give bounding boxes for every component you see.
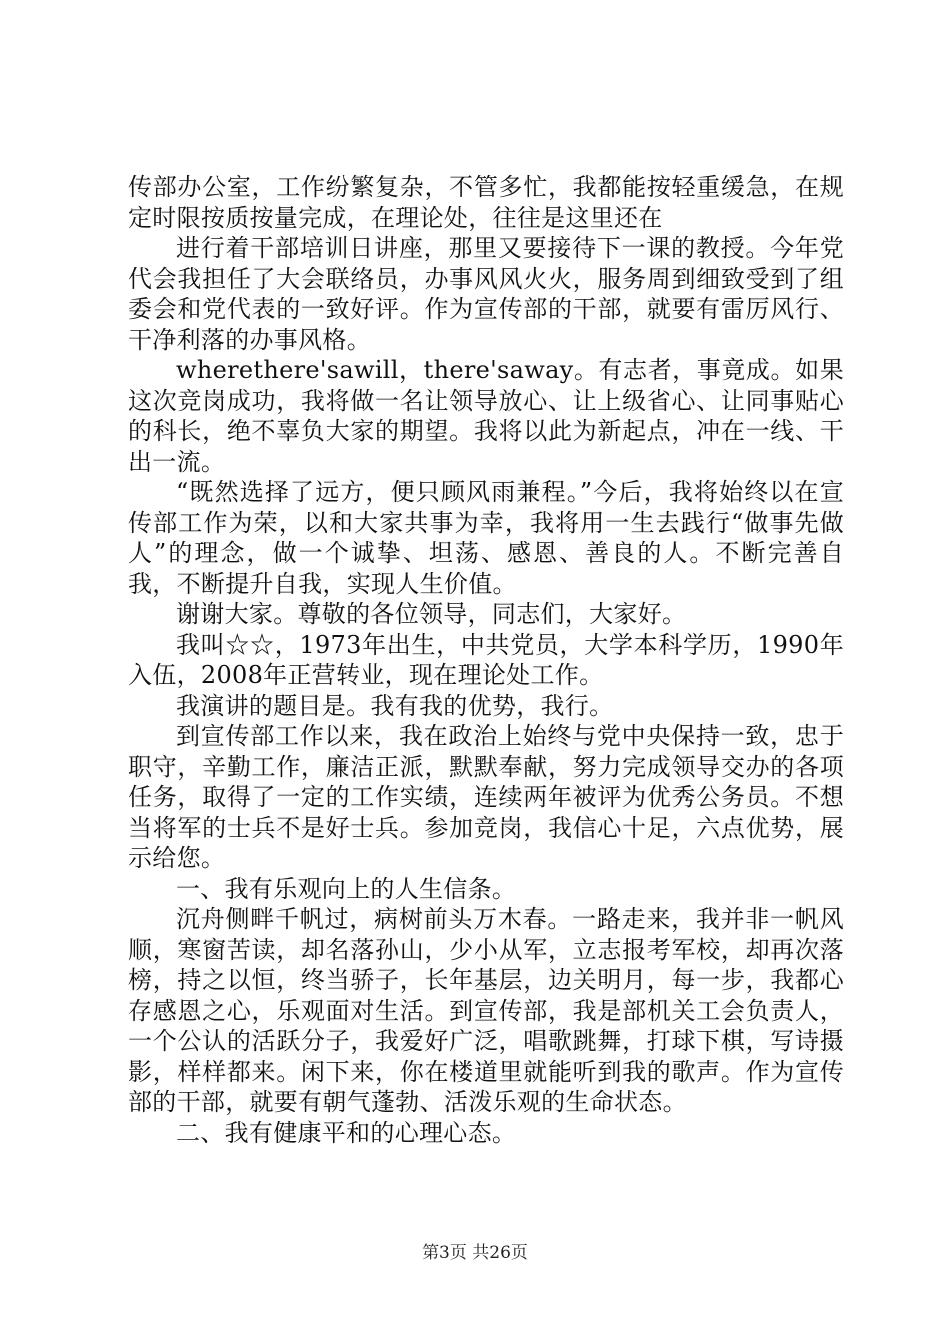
- paragraph-1: 传部办公室，工作纷繁复杂，不管多忙，我都能按轻重缓急，在规定时限按质按量完成，在理论处，往往是这里还在: [128, 173, 844, 232]
- paragraph-2: 进行着干部培训日讲座，那里又要接待下一课的教授。今年党代会我担任了大会联络员，办事风风火火，服务周到细致受到了组委会和党代表的一致好评。作为宣传部的干部，就要有雷厉风行、干净利落的办事风格。: [128, 234, 844, 354]
- paragraph-6: 我叫☆☆，1973年出生，中共党员，大学本科学历，1990年入伍，2008年正营转业，现在理论处工作。: [128, 630, 844, 689]
- paragraph-4: “既然选择了远方，便只顾风雨兼程。”今后，我将始终以在宣传部工作为荣，以和大家共事为幸，我将用一生去践行“做事先做人”的理念，做一个诚挚、坦荡、感恩、善良的人。不断完善自我，不断提升自我，实现人生价值。: [128, 478, 844, 598]
- page-number-label: 第3页 共26页: [422, 1243, 528, 1263]
- paragraph-11: 二、我有健康平和的心理心态。: [176, 1118, 517, 1147]
- paragraph-7: 我演讲的题目是。我有我的优势，我行。: [176, 691, 614, 720]
- paragraph-3: wherethere'sawill，there'saway。有志者，事竟成。如果这次竞岗成功，我将做一名让领导放心、让上级省心、让同事贴心的科长，绝不辜负大家的期望。我将以此为新起点，冲在一线、干出一流。: [128, 356, 844, 476]
- paragraph-8: 到宣传部工作以来，我在政治上始终与党中央保持一致，忠于职守，辛勤工作，廉洁正派，默默奉献，努力完成领导交办的各项任务，取得了一定的工作实绩，连续两年被评为优秀公务员。不想当将军的士兵不是好士兵。参加竞岗，我信心十足，六点优势，展示给您。: [128, 722, 844, 872]
- paragraph-5: 谢谢大家。尊敬的各位领导，同志们，大家好。: [176, 600, 687, 628]
- paragraph-10: 沉舟侧畔千帆过，病树前头万木春。一路走来，我并非一帆风顺，寒窗苦读，却名落孙山，少小从军，立志报考军校，却再次落榜，持之以恒，终当骄子，长年基层，边关明月，每一步，我都心存感恩之心，乐观面对生活。到宣传部，我是部机关工会负责人，一个公认的活跃分子，我爱好广泛，唱歌跳舞，打球下棋，写诗摄影，样样都来。闲下来，你在楼道里就能听到我的歌声。作为宣传部的干部，就要有朝气蓬勃、活泼乐观的生命状态。: [128, 905, 844, 1116]
- paragraph-9: 一、我有乐观向上的人生信条。: [176, 874, 517, 903]
- document-body: [128, 172, 844, 1148]
- page-footer: [0, 1242, 950, 1264]
